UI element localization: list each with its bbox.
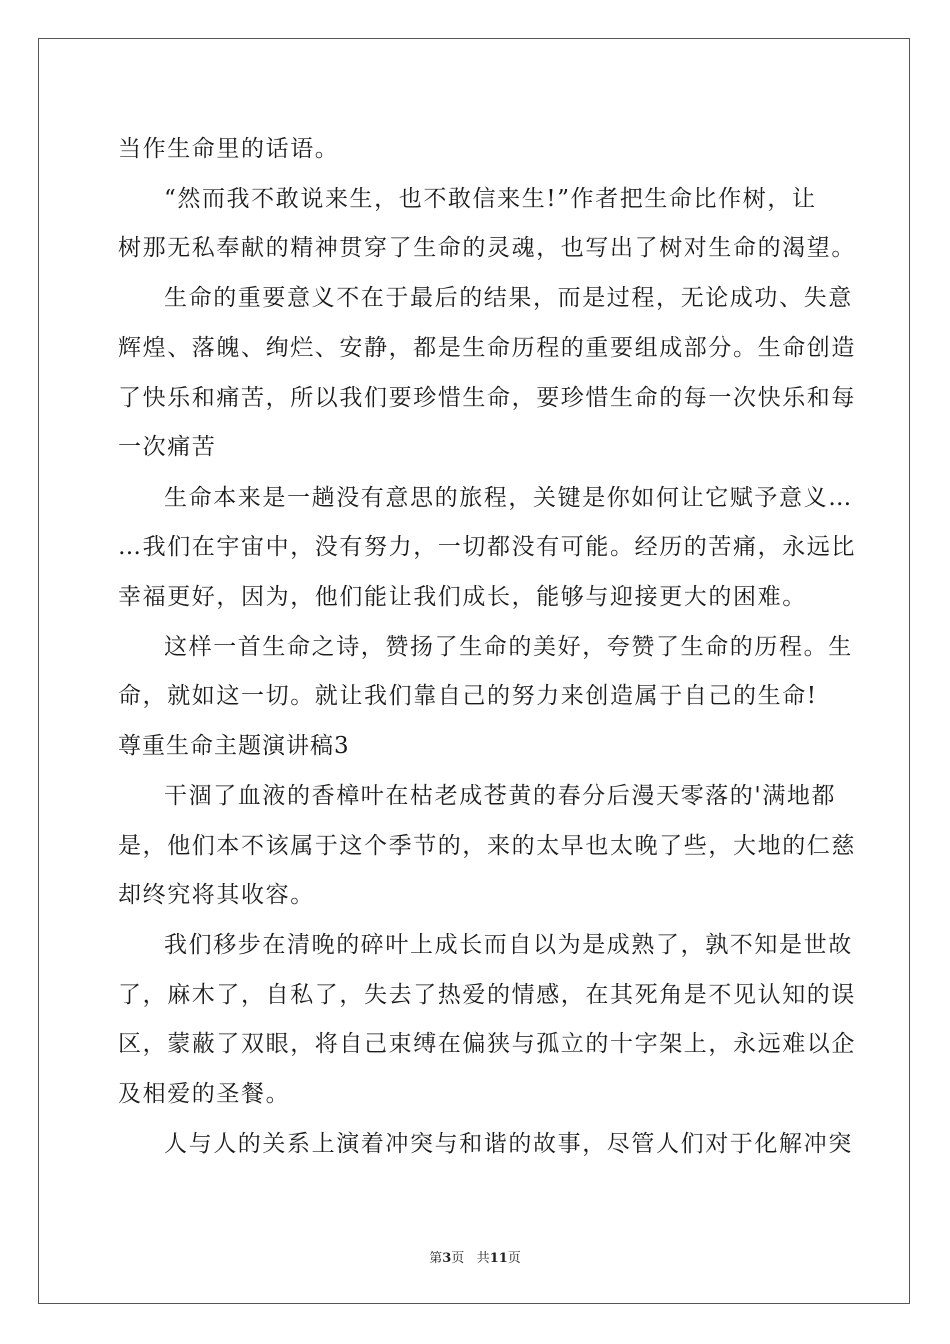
body-line: 当作生命里的话语。	[118, 136, 340, 162]
body-line: 却终究将其收容。	[118, 882, 315, 908]
body-line: 幸福更好，因为，他们能让我们成长，能够与迎接更大的困难。	[118, 584, 807, 610]
total-prefix: 共	[476, 1251, 490, 1266]
page-border	[38, 38, 910, 1304]
paragraph-first-line: 我们移步在清晚的碎叶上成长而自以为是成熟了，孰不知是世故	[164, 932, 853, 958]
body-line: 一次痛苦	[118, 434, 217, 460]
body-line: 区，蒙蔽了双眼，将自己束缚在偏狭与孤立的十字架上，永远难以企	[118, 1031, 856, 1057]
paragraph-first-line: 生命本来是一趟没有意思的旅程，关键是你如何让它赋予意义…	[164, 485, 853, 511]
body-line: 及相爱的圣餐。	[118, 1081, 291, 1107]
page-total: 11	[489, 1251, 508, 1266]
body-line: 命，就如这一切。就让我们靠自己的努力来创造属于自己的生命!	[118, 683, 818, 709]
paragraph-first-line: 干涸了血液的香樟叶在枯老成苍黄的春分后漫天零落的'满地都	[164, 783, 837, 809]
body-line: 了快乐和痛苦，所以我们要珍惜生命，要珍惜生命的每一次快乐和每	[118, 385, 856, 411]
body-line: 辉煌、落魄、绚烂、安静，都是生命历程的重要组成部分。生命创造	[118, 335, 856, 361]
page-number: 3	[442, 1251, 452, 1266]
page-footer	[0, 1247, 950, 1266]
total-suffix: 页	[507, 1251, 521, 1266]
page-suffix: 页	[451, 1251, 465, 1266]
body-line: 是，他们本不该属于这个季节的，来的太早也太晚了些，大地的仁慈	[118, 833, 856, 859]
section-heading: 尊重生命主题演讲稿3	[118, 733, 350, 759]
paragraph-first-line: 人与人的关系上演着冲突与和谐的故事，尽管人们对于化解冲突	[164, 1131, 853, 1157]
paragraph-first-line: 生命的重要意义不在于最后的结果，而是过程，无论成功、失意	[164, 285, 853, 311]
body-line: 了，麻木了，自私了，失去了热爱的情感，在其死角是不见认知的误	[118, 982, 856, 1008]
paragraph-first-line: 这样一首生命之诗，赞扬了生命的美好，夸赞了生命的历程。生	[164, 634, 853, 660]
paragraph-first-line: “然而我不敢说来生，也不敢信来生!”作者把生命比作树，让	[164, 186, 817, 212]
page-prefix: 第	[429, 1251, 443, 1266]
body-line: 树那无私奉献的精神贯穿了生命的灵魂，也写出了树对生命的渴望。	[118, 235, 856, 261]
body-line: …我们在宇宙中，没有努力，一切都没有可能。经历的苦痛，永远比	[118, 534, 856, 560]
